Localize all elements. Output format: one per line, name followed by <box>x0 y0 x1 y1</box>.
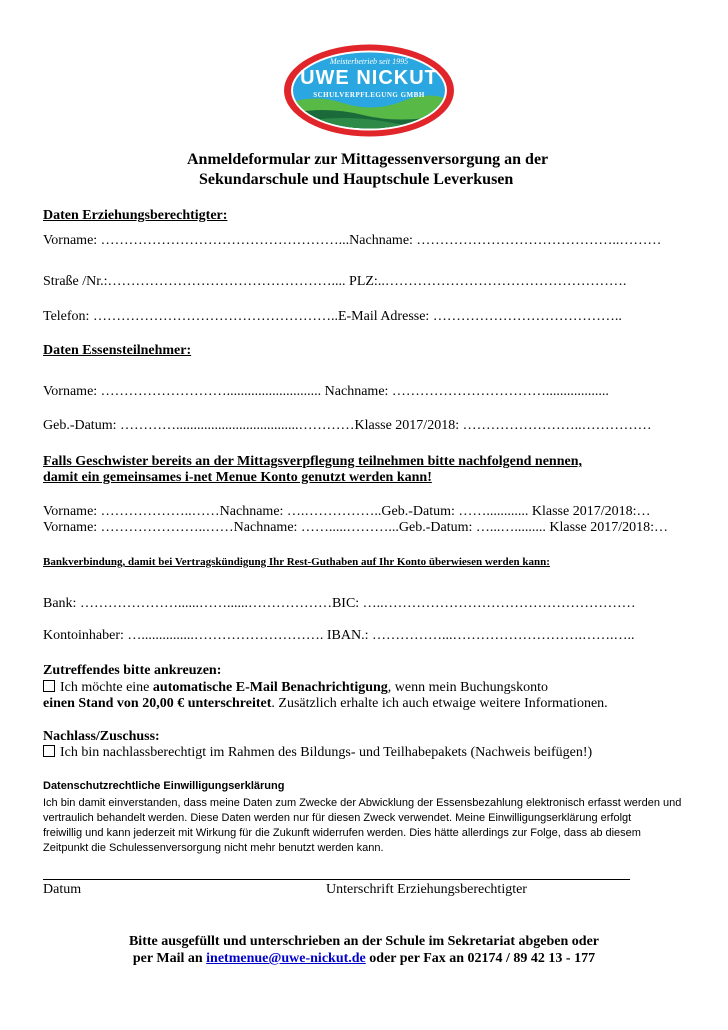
logo-subtitle: SCHULVERPFLEGUNG GMBH <box>313 91 425 99</box>
company-logo <box>283 43 455 138</box>
guardian-address-row[interactable]: Straße /Nr.:………………………………………….... PLZ:..……………………………………………. <box>43 274 627 289</box>
footer-line2 <box>0 951 728 967</box>
participant-birth-row[interactable]: Geb.-Datum: …………...................................…………Klasse 2017/2018: ……………………..…………… <box>43 418 652 433</box>
logo-name: UWE NICKUT <box>300 67 438 89</box>
notify-line1-pre: Ich möchte eine <box>60 680 153 695</box>
date-label: Datum <box>43 882 82 897</box>
email-link[interactable]: inetmenue@uwe-nickut.de <box>206 951 366 966</box>
footer-line2-post: oder per Fax an 02174 / 89 42 13 - 177 <box>365 951 596 966</box>
discount-heading: Nachlass/Zuschuss: <box>43 729 160 744</box>
notify-line1-bold: automatische E-Mail Benachrichtigung <box>152 680 388 695</box>
siblings-heading-line1: Falls Geschwister bereits an der Mittagsverpflegung teilnehmen bitte nachfolgend nennen, <box>43 454 582 469</box>
bank-heading: Bankverbindung, damit bei Vertragskündigung Ihr Rest-Guthaben auf Ihr Konto überwiesen werden kann: <box>43 556 550 568</box>
sibling-row-1[interactable]: Vorname: ………………..……Nachname: ….……………..Geb.-Datum: ……............ Klasse 2017/2018:… <box>43 504 651 519</box>
guardian-contact-row[interactable]: Telefon: ……………………………………………..E-Mail Adresse: ………………………………….. <box>43 309 622 324</box>
signature-line[interactable] <box>43 879 630 880</box>
sibling-row-2[interactable]: Vorname: …………………..……Nachname: …….....………...Geb.-Datum: …...…......... Klasse 2017/2018:… <box>43 520 669 535</box>
account-holder-row[interactable]: Kontoinhaber: …...............………………………. IBAN.: ……………...……………………….…….….. <box>43 628 635 643</box>
footer-line2-pre: per Mail an <box>132 951 207 966</box>
siblings-heading-line2: damit ein gemeinsames i-net Menue Konto genutzt werden kann! <box>43 470 432 485</box>
privacy-heading: Datenschutzrechtliche Einwilligungserklärung <box>43 780 285 792</box>
notify-option[interactable] <box>43 680 548 696</box>
notify-line2-bold: einen Stand von 20,00 € unterschreitet <box>43 696 272 711</box>
signature-label: Unterschrift Erziehungsberechtigter <box>326 882 527 897</box>
guardian-heading: Daten Erziehungsberechtigter: <box>43 208 228 223</box>
discount-checkbox[interactable] <box>43 745 55 757</box>
notify-line2 <box>43 696 608 712</box>
discount-line: Ich bin nachlassberechtigt im Rahmen des Bildungs- und Teilhabepakets (Nachweis beifügen!) <box>60 745 593 760</box>
form-title-line1: Anmeldeformular zur Mittagessenversorgung an der <box>187 151 549 168</box>
notify-line1-post: , wenn mein Buchungskonto <box>387 680 549 695</box>
bank-row[interactable]: Bank: …………………......……......………………BIC: …..……………………………………………… <box>43 596 636 611</box>
form-title-line2: Sekundarschule und Hauptschule Leverkusen <box>199 171 514 188</box>
notify-line2-post: . Zusätzlich erhalte ich auch etwaige weitere Informationen. <box>271 696 608 711</box>
email-notification-checkbox[interactable] <box>43 680 55 692</box>
logo-tagline: Meisterbetrieb seit 1995 <box>329 57 409 66</box>
privacy-text-line3: freiwillig und kann jederzeit mit Wirkung für die Zukunft widerrufen werden. Dies hätte allerdings zur Folge, dass ab diesem <box>43 827 641 839</box>
footer-line1: Bitte ausgefüllt und unterschrieben an der Schule im Sekretariat abgeben oder <box>128 934 600 949</box>
privacy-text-line2: vertraulich behandelt werden. Diese Daten werden nur für diesen Zweck verwendet. Meine Einwilligungserklärung erfolgt <box>43 812 632 824</box>
discount-option[interactable] <box>43 745 592 761</box>
participant-heading: Daten Essensteilnehmer: <box>43 343 192 358</box>
participant-name-row[interactable]: Vorname: ………………………........................... Nachname: …………………………….................. <box>43 384 609 399</box>
guardian-name-row[interactable]: Vorname: ……………………………………………...Nachname: ……………………………………..……… <box>43 233 662 248</box>
privacy-text-line1: Ich bin damit einverstanden, dass meine Daten zum Zwecke der Abwicklung der Essensbezahlung elektronisch erfasst werden und <box>43 797 682 809</box>
notify-heading: Zutreffendes bitte ankreuzen: <box>43 663 222 678</box>
privacy-text-line4: Zeitpunkt die Schulessenversorgung nicht mehr benutzt werden kann. <box>43 842 384 854</box>
